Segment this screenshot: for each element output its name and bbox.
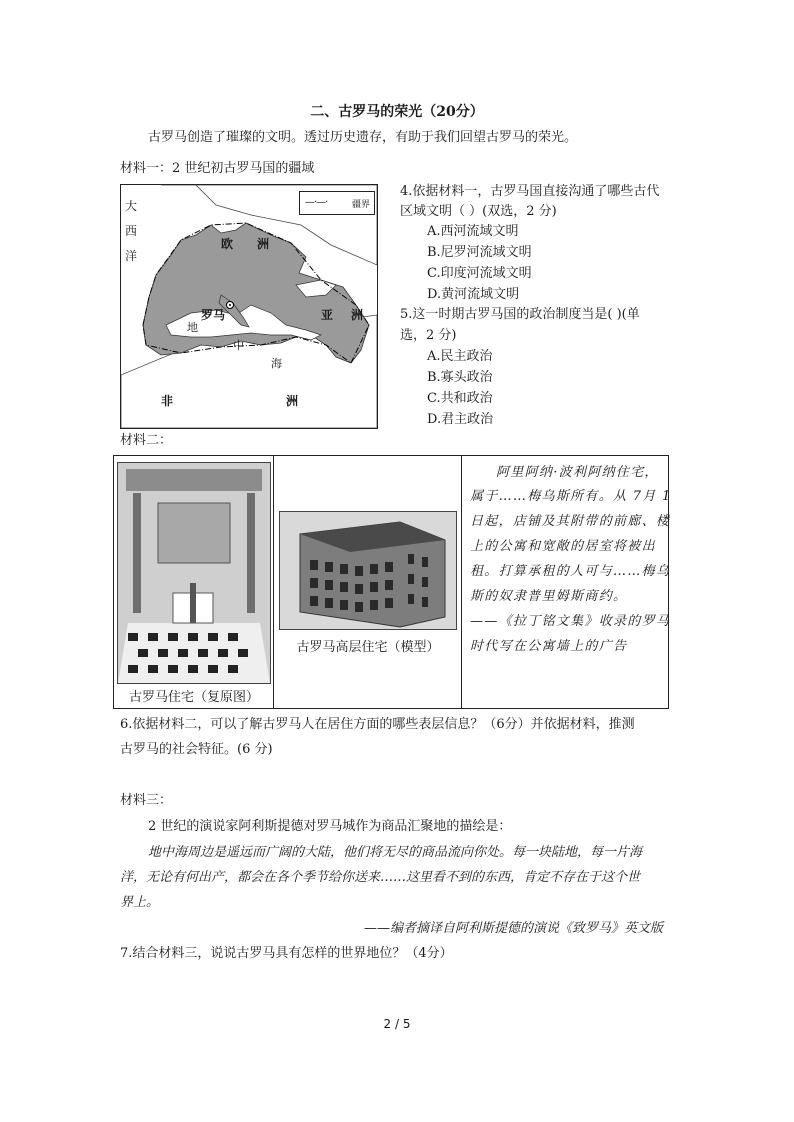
section-title: 二、古罗马的荣光（20分） bbox=[310, 104, 484, 120]
q4-option-a[interactable]: A.西河流域文明 bbox=[427, 224, 519, 239]
map-label-xi: 西 bbox=[125, 224, 138, 238]
map-label-africa-zhou: 洲 bbox=[286, 394, 299, 408]
q4-option-b[interactable]: B.尼罗河流域文明 bbox=[427, 245, 532, 260]
q5-stem-line2: 选，2 分) bbox=[400, 328, 457, 343]
map-label-hai: 海 bbox=[271, 357, 282, 370]
q5-option-a[interactable]: A.民主政治 bbox=[427, 349, 493, 364]
map-label-europe-ou: 欧 bbox=[221, 237, 234, 251]
map-graphic bbox=[121, 185, 377, 428]
material2-source-line2: 时代写在公寓墙上的广告 bbox=[470, 639, 628, 654]
material3-source: ——编者摘译自阿利斯提德的演说《致罗马》英文版 bbox=[364, 921, 664, 936]
intro-text: 古罗马创造了璀璨的文明。透过历史遗存，有助于我们回望古罗马的荣光。 bbox=[148, 130, 578, 145]
material3-quote-line3: 界上。 bbox=[120, 895, 160, 910]
q6-line2: 古罗马的社会特征。(6 分) bbox=[120, 742, 273, 757]
map-legend bbox=[299, 191, 375, 215]
material2-text-line3: 日起，店铺及其附带的前廊、楼 bbox=[470, 514, 671, 529]
map-label-di: 地 bbox=[187, 321, 198, 334]
material2-text-line2: 属于……梅乌斯所有。从 7月 1 bbox=[470, 489, 672, 504]
legend-line-symbol: —·—· bbox=[305, 197, 328, 208]
material2-cell-highrise bbox=[274, 456, 462, 708]
q4-option-d[interactable]: D.黄河流域文明 bbox=[427, 287, 520, 302]
caption-roman-highrise: 古罗马高层住宅（模型） bbox=[296, 640, 440, 655]
q4-stem-line1: 4.依据材料一，古罗马国直接沟通了哪些古代 bbox=[400, 184, 660, 199]
roman-house-image bbox=[117, 462, 271, 684]
material2-text-line1: 阿里阿纳·波利阿纳住宅， bbox=[496, 465, 659, 480]
q4-stem-line2: 区域文明（ ）(双选，2 分) bbox=[400, 204, 557, 219]
roman-highrise-image bbox=[279, 511, 457, 630]
caption-roman-house: 古罗马住宅（复原图） bbox=[128, 690, 259, 705]
roman-highrise-drawing bbox=[280, 512, 456, 629]
map-label-da: 大 bbox=[125, 199, 138, 213]
q6-line1: 6.依据材料二，可以了解古罗马人在居住方面的哪些表层信息？（6分）并依据材料，推测 bbox=[120, 717, 635, 732]
material2-text-line6: 斯的奴隶普里姆斯商约。 bbox=[470, 589, 628, 604]
map-label-africa-fei: 非 bbox=[161, 394, 174, 408]
material2-source-line1: ——《拉丁铭文集》收录的罗马 bbox=[470, 614, 671, 629]
roman-empire-map bbox=[120, 184, 378, 429]
material2-table bbox=[113, 455, 672, 709]
roman-house-drawing bbox=[118, 463, 270, 683]
q7-text: 7.结合材料三，说说古罗马具有怎样的世界地位？（4分） bbox=[120, 946, 453, 961]
material2-cell-text bbox=[462, 456, 672, 708]
map-label-asia-ya: 亚 bbox=[321, 308, 334, 322]
material3-quote-line1: 地中海周边是遥远而广阔的大陆，他们将无尽的商品流向你处。每一块陆地，每一片海 bbox=[148, 845, 643, 860]
q5-option-d[interactable]: D.君主政治 bbox=[427, 412, 494, 427]
q5-option-b[interactable]: B.寡头政治 bbox=[427, 370, 493, 385]
map-label-rome: 罗马 bbox=[201, 308, 226, 322]
map-label-asia-zhou: 洲 bbox=[351, 308, 364, 322]
page-number: 2 / 5 bbox=[383, 1017, 411, 1031]
map-label-europe-zhou: 洲 bbox=[257, 237, 270, 251]
material3-quote-line2: 洋，无论有何出产，都会在各个季节给你送来……这里看不到的东西，肯定不存在于这个世 bbox=[120, 870, 641, 885]
material1-label: 材料一：2 世纪初古罗马国的疆域 bbox=[120, 161, 315, 176]
q4-option-c[interactable]: C.印度河流域文明 bbox=[427, 266, 532, 281]
material2-text-line4: 上的公寓和宽敞的居室将被出 bbox=[470, 539, 656, 554]
q5-stem-line1: 5.这一时期古罗马国的政治制度当是( )(单 bbox=[400, 307, 640, 322]
map-label-zhong: 中 bbox=[233, 339, 244, 352]
material2-cell-house bbox=[114, 456, 274, 708]
material3-label: 材料三： bbox=[120, 793, 173, 808]
q5-option-c[interactable]: C.共和政治 bbox=[427, 391, 493, 406]
legend-label: 疆界 bbox=[352, 200, 371, 210]
material3-intro: 2 世纪的演说家阿利斯提德对罗马城作为商品汇聚地的描绘是： bbox=[148, 819, 512, 834]
material2-text-line5: 租。打算承租的人可与……梅乌 bbox=[470, 564, 671, 579]
map-label-yang: 洋 bbox=[125, 249, 138, 263]
material2-label: 材料二： bbox=[120, 433, 173, 448]
